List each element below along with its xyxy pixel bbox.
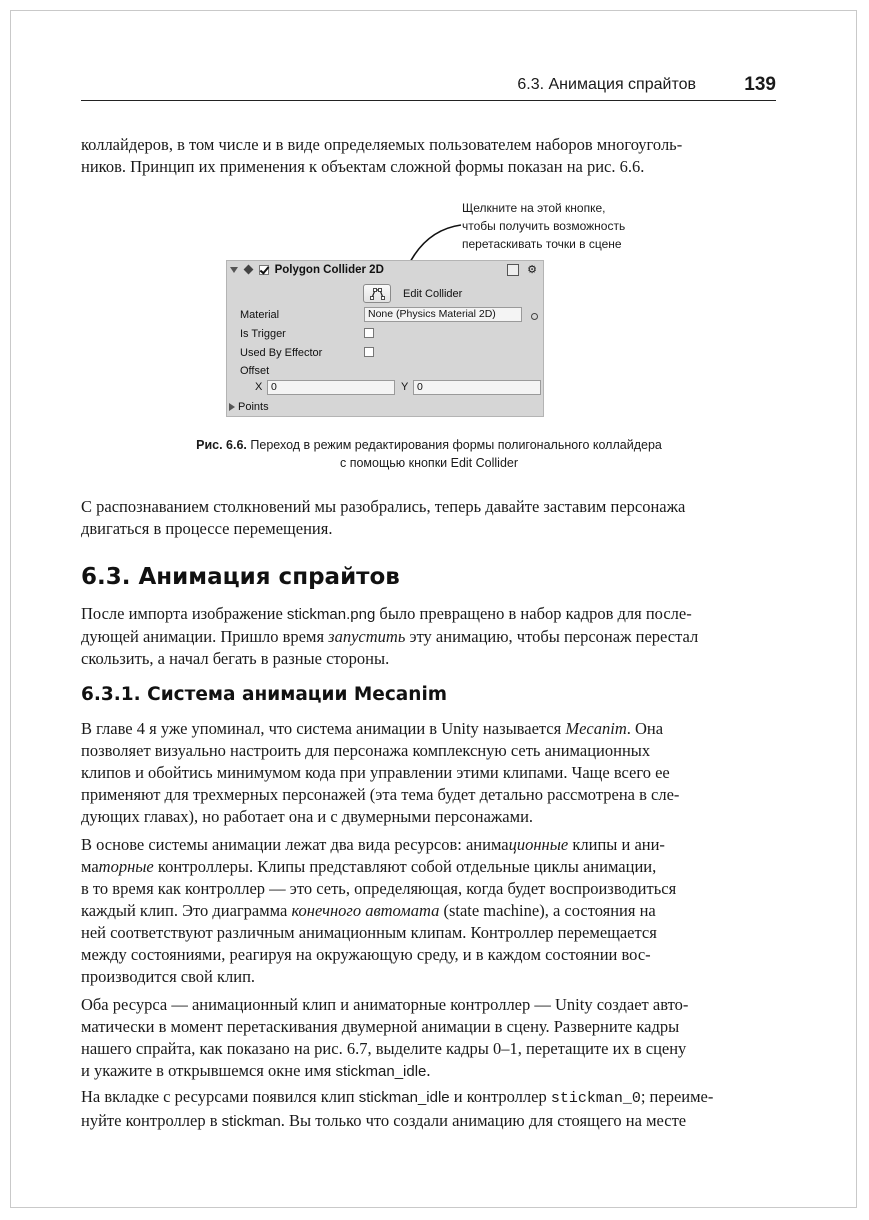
text-line: дующей анимации. Пришло время запустить эту анимацию, чтобы персонаж перестал [81, 627, 699, 646]
used-by-effector-label: Used By Effector [240, 347, 323, 359]
running-head [81, 76, 776, 101]
edit-collider-button[interactable] [363, 284, 391, 303]
resources-paragraph [81, 834, 777, 988]
page-number: 139 [744, 74, 776, 95]
text-line: скользить, а начал бегать в разные стороны. [81, 649, 390, 668]
is-trigger-checkbox[interactable] [364, 328, 374, 338]
component-header-icons [507, 263, 537, 276]
callout-line: Щелкните на этой кнопке, [462, 201, 606, 215]
caption-prefix: Рис. 6.6. [196, 438, 247, 452]
intro-paragraph [81, 134, 777, 178]
running-head-section: 6.3. Анимация спрайтов [517, 76, 696, 93]
file-name: stickman.png [286, 606, 376, 623]
component-icon [244, 265, 254, 275]
code-name: stickman_0 [550, 1090, 641, 1107]
component-title: Polygon Collider 2D [274, 264, 384, 276]
component-header[interactable] [229, 264, 384, 276]
collision-paragraph [81, 496, 777, 540]
text-line: матически в момент перетаскивания двумерной анимации в сцену. Разверните кадры [81, 1017, 680, 1036]
text-line: коллайдеров, в том числе и в виде определяемых пользователем наборов многоуголь- [81, 135, 683, 154]
offset-y-label: Y [401, 381, 409, 393]
text-line: нуйте контроллер в stickman. Вы только что создали анимацию для стоящего на месте [81, 1111, 687, 1130]
inspector-panel [226, 260, 544, 417]
points-label: Points [238, 401, 269, 413]
text-line: маторные контроллеры. Клипы представляют собой отдельные циклы анимации, [81, 857, 657, 876]
clip-name: stickman_idle [358, 1089, 450, 1106]
text-line: В основе системы анимации лежат два вида ресурсов: анимационные клипы и ани- [81, 835, 665, 854]
figure-caption [81, 436, 777, 472]
is-trigger-label: Is Trigger [240, 328, 286, 340]
offset-x-label: X [255, 381, 263, 393]
emphasis: запустить [328, 627, 406, 646]
text-line: между состояниями, реагируя на окружающую среду, и в каждом состоянии вос- [81, 945, 651, 964]
text-line: ней соответствуют различным анимационным клипам. Контроллер перемещается [81, 923, 657, 942]
text-line: нашего спрайта, как показано на рис. 6.7, выделите кадры 0–1, перетащите их в сцену [81, 1039, 687, 1058]
offset-y-field[interactable]: 0 [413, 380, 541, 395]
text-line: двигаться в процессе перемещения. [81, 519, 333, 538]
object-picker-icon[interactable] [531, 313, 538, 320]
subsection-heading: 6.3.1. Система анимации Mecanim [81, 684, 448, 705]
text-line: клипов и обойтись минимумом кода при управлении этими клипами. Чаще всего ее [81, 763, 670, 782]
caption-line: Переход в режим редактирования формы полигонального коллайдера [250, 438, 662, 452]
text-line: дующих главах), но работает она и с двумерными персонажами. [81, 807, 534, 826]
callout-line: чтобы получить возможность [462, 219, 626, 233]
collapse-triangle-icon[interactable] [230, 267, 238, 273]
callout-line: перетаскивать точки в сцене [462, 237, 622, 251]
offset-label: Offset [240, 365, 270, 377]
text-line: С распознаванием столкновений мы разобрались, теперь давайте заставим персонажа [81, 497, 686, 516]
text-line: ников. Принцип их применения к объектам сложной формы показан на рис. 6.6. [81, 157, 645, 176]
assets-tab-paragraph [81, 1086, 777, 1133]
text-line: На вкладке с ресурсами появился клип stickman_idle и контроллер stickman_0; переиме- [81, 1087, 714, 1107]
figure-callout [462, 199, 662, 253]
emphasis: ционные [508, 835, 569, 854]
text-line: В главе 4 я уже упоминал, что система анимации в Unity называется Mecanim. Она [81, 719, 664, 738]
used-by-effector-checkbox[interactable] [364, 347, 374, 357]
controller-name: stickman [221, 1113, 281, 1130]
text-line: и укажите в открывшемся окне имя stickman_idle. [81, 1061, 431, 1080]
text-line: в то время как контроллер — это сеть, определяющая, когда будет воспроизводиться [81, 879, 677, 898]
material-field[interactable]: None (Physics Material 2D) [364, 307, 522, 322]
caption-line: с помощью кнопки Edit Collider [339, 456, 519, 470]
file-name: stickman_idle [335, 1063, 427, 1080]
emphasis: торные [98, 857, 154, 876]
edit-collider-label: Edit Collider [403, 288, 463, 300]
import-paragraph [81, 603, 777, 670]
text-line: применяют для трехмерных персонажей (эта тема будет детально рассмотрена в сле- [81, 785, 680, 804]
text-line: производится свой клип. [81, 967, 256, 986]
section-heading: 6.3. Анимация спрайтов [81, 564, 400, 590]
component-enabled-checkbox[interactable] [259, 265, 269, 275]
gear-icon[interactable]: ⚙ [527, 264, 537, 276]
both-resources-paragraph [81, 994, 777, 1083]
text-line: После импорта изображение stickman.png было превращено в набор кадров для после- [81, 604, 692, 623]
material-label: Material [240, 309, 280, 321]
mecanim-paragraph [81, 718, 777, 828]
edit-polygon-icon [364, 285, 390, 302]
text-line: Оба ресурса — анимационный клип и аниматорные контроллер — Unity создает авто- [81, 995, 689, 1014]
help-book-icon[interactable] [507, 264, 519, 276]
expand-triangle-icon[interactable] [229, 403, 235, 411]
emphasis: конечного автомата [291, 901, 440, 920]
points-foldout[interactable] [229, 401, 269, 413]
offset-x-field[interactable]: 0 [267, 380, 395, 395]
text-line: каждый клип. Это диаграмма конечного автомата (state machine), а состояния на [81, 901, 656, 920]
emphasis: Mecanim [565, 719, 627, 738]
text-line: позволяет визуально настроить для персонажа комплексную сеть анимационных [81, 741, 651, 760]
